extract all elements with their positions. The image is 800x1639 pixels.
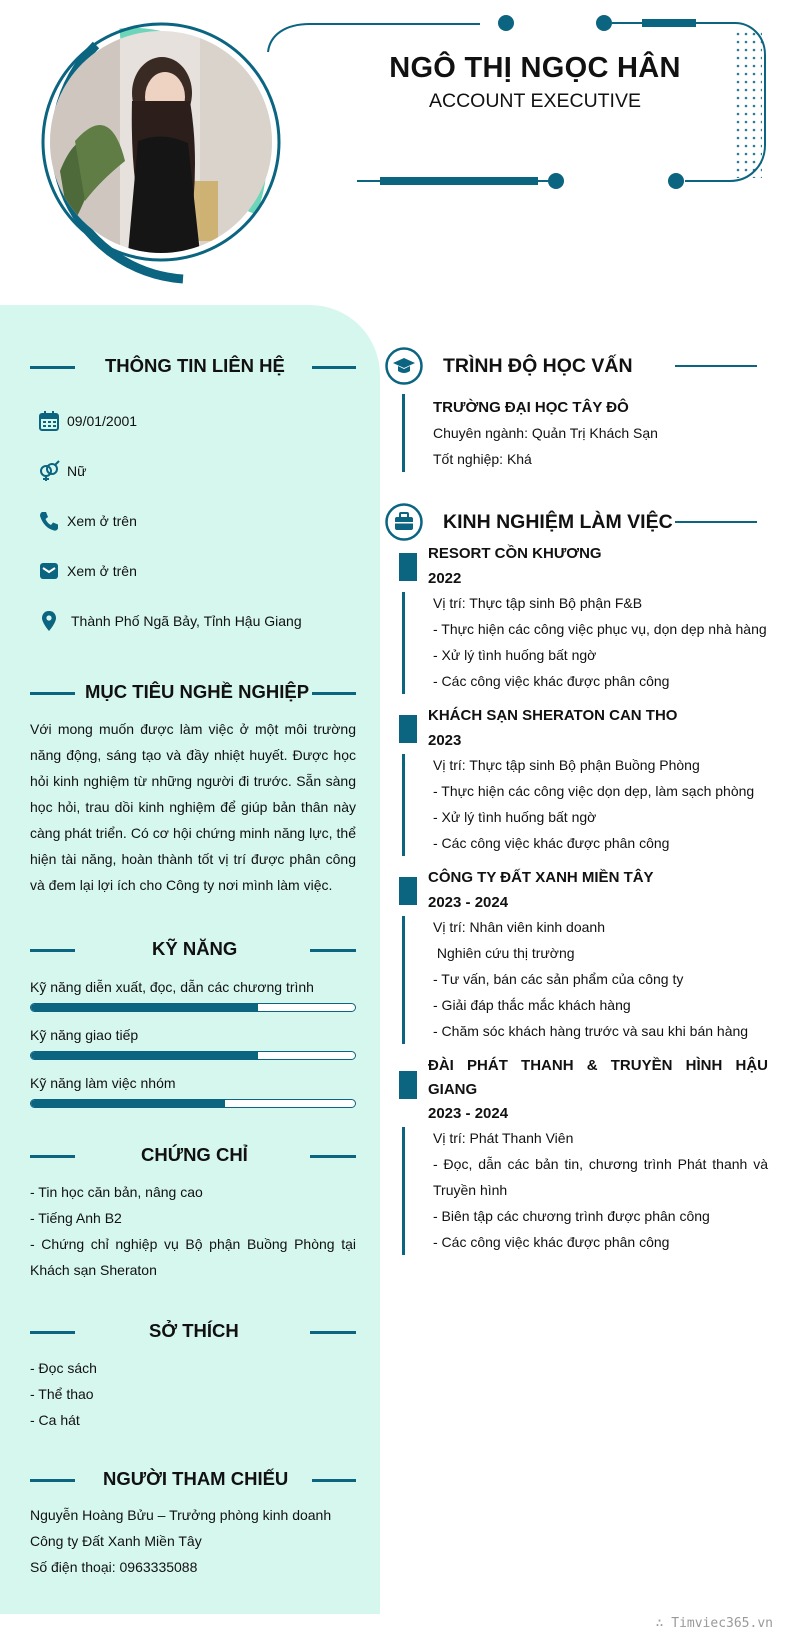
experience-section-title: KINH NGHIỆM LÀM VIỆC xyxy=(443,511,673,533)
hobby-item: - Ca hát xyxy=(30,1412,80,1428)
skill-label: Kỹ năng diễn xuất, đọc, dẫn các chương trình xyxy=(30,979,314,995)
job-detail: Vị trí: Phát Thanh Viên xyxy=(433,1130,574,1146)
gender-icon xyxy=(38,460,60,482)
email-text: Xem ở trên xyxy=(67,563,137,579)
job-detail: - Các công việc khác được phân công xyxy=(433,1234,670,1250)
job-detail: - Xử lý tình huống bất ngờ xyxy=(433,809,597,825)
contact-section-title: THÔNG TIN LIÊN HỆ xyxy=(105,355,285,376)
section-rule xyxy=(312,1479,356,1482)
job-detail: - Thực hiện các công việc dọn dẹp, làm sạch phòng xyxy=(433,783,755,799)
certificates-section-title: CHỨNG CHỈ xyxy=(141,1144,248,1165)
job-detail: Nghiên cứu thị trường xyxy=(433,945,575,961)
hobby-item: - Thể thao xyxy=(30,1386,94,1402)
job-detail: - Biên tập các chương trình được phân công xyxy=(433,1208,710,1224)
job-marker xyxy=(399,1071,417,1099)
section-rule xyxy=(30,949,75,952)
skill-bar-fill xyxy=(31,1100,225,1107)
certificate-item: - Tiếng Anh B2 xyxy=(30,1210,122,1226)
section-rule xyxy=(30,1479,75,1482)
candidate-name: NGÔ THỊ NGỌC HÂN xyxy=(389,52,681,84)
job-detail: - Tư vấn, bán các sản phẩm của công ty xyxy=(433,971,684,987)
address-text: Thành Phố Ngã Bảy, Tỉnh Hậu Giang xyxy=(71,613,302,629)
section-rule xyxy=(30,1331,75,1334)
section-rule xyxy=(675,521,757,523)
job-detail: - Xử lý tình huống bất ngờ xyxy=(433,647,597,663)
phone-icon xyxy=(38,510,60,532)
section-rule xyxy=(30,366,75,369)
job-detail: - Chăm sóc khách hàng trước và sau khi bán hàng xyxy=(433,1023,749,1039)
phone-text: Xem ở trên xyxy=(67,513,137,529)
certificate-item: - Tin học căn bản, nâng cao xyxy=(30,1184,203,1200)
profile-photo xyxy=(50,31,272,253)
graduation-cap-icon xyxy=(385,347,423,385)
timeline-line xyxy=(402,1127,405,1255)
job-marker xyxy=(399,715,417,743)
job-marker xyxy=(399,877,417,905)
job-company: KHÁCH SẠN SHERATON CAN THO xyxy=(428,707,678,724)
job-detail: - Thực hiện các công việc phục vụ, dọn dẹp nhà hàng xyxy=(433,621,767,637)
skill-bar xyxy=(30,1051,356,1060)
education-line: Tốt nghiệp: Khá xyxy=(433,451,532,467)
section-rule xyxy=(312,366,356,369)
skill-label: Kỹ năng làm việc nhóm xyxy=(30,1075,176,1091)
skill-bar xyxy=(30,1003,356,1012)
section-rule xyxy=(30,1155,75,1158)
reference-line: Nguyễn Hoàng Bửu – Trưởng phòng kinh doanh xyxy=(30,1507,332,1523)
hobby-item: - Đọc sách xyxy=(30,1360,97,1376)
job-detail: - Các công việc khác được phân công xyxy=(433,835,670,851)
job-company: ĐÀI PHÁT THANH & TRUYỀN HÌNH HẬU GIANG xyxy=(428,1057,768,1098)
job-detail: Vị trí: Thực tập sinh Bộ phận Buồng Phòng xyxy=(433,757,700,773)
job-year: 2023 xyxy=(428,732,462,749)
candidate-job-title: ACCOUNT EXECUTIVE xyxy=(428,90,641,112)
reference-line: Số điện thoại: 0963335088 xyxy=(30,1559,198,1575)
section-rule xyxy=(30,692,75,695)
timeline-line xyxy=(402,916,405,1044)
job-year: 2022 xyxy=(428,570,462,587)
education-line: Chuyên ngành: Quản Trị Khách Sạn xyxy=(433,425,658,441)
watermark-text: ∴ Timviec365.vn xyxy=(655,1616,773,1631)
job-detail: - Giải đáp thắc mắc khách hàng xyxy=(433,997,631,1013)
job-year: 2023 - 2024 xyxy=(428,894,509,911)
objective-text: Với mong muốn được làm việc ở một môi trường năng động, sáng tạo và đầy nhiệt huyết. Được học hỏi kinh nghiệm từ những người đi trước. Sẵn sàng học hỏi, trau dồi kinh nghiệm để giúp bản thân này càng phát triển. Có cơ hội chứng minh năng lực, thể hiện tài năng, hoàn thành tốt vị trí được phân công và đem lại lợi ích cho Công ty nơi mình làm việc. xyxy=(30,721,356,893)
section-rule xyxy=(310,949,356,952)
job-detail: - Các công việc khác được phân công xyxy=(433,673,670,689)
job-year: 2023 - 2024 xyxy=(428,1105,509,1122)
skill-bar-fill xyxy=(31,1052,258,1059)
job-marker xyxy=(399,553,417,581)
timeline-line xyxy=(402,592,405,694)
skill-bar-fill xyxy=(31,1004,258,1011)
timeline-line xyxy=(402,754,405,856)
job-company: CÔNG TY ĐẤT XANH MIỀN TÂY xyxy=(428,869,654,886)
calendar-icon xyxy=(38,410,60,432)
gender-text: Nữ xyxy=(67,463,87,479)
job-company: RESORT CỒN KHƯƠNG xyxy=(428,545,602,562)
job-detail: - Đọc, dẫn các bản tin, chương trình Phát thanh và Truyền hình xyxy=(433,1156,768,1198)
section-rule xyxy=(312,692,356,695)
school-name: TRƯỜNG ĐẠI HỌC TÂY ĐÔ xyxy=(433,399,629,416)
skills-section-title: KỸ NĂNG xyxy=(152,938,238,959)
briefcase-icon xyxy=(385,503,423,541)
section-rule xyxy=(675,365,757,367)
location-pin-icon xyxy=(38,610,60,632)
birthdate-text: 09/01/2001 xyxy=(67,413,138,429)
section-rule xyxy=(310,1331,356,1334)
avatar xyxy=(50,31,272,253)
mail-icon xyxy=(38,560,60,582)
certificate-item: - Chứng chỉ nghiệp vụ Bộ phận Buồng Phòng tại Khách sạn Sheraton xyxy=(30,1236,356,1278)
objective-section-title: MỤC TIÊU NGHỀ NGHIỆP xyxy=(85,681,310,702)
job-detail: Vị trí: Thực tập sinh Bộ phận F&B xyxy=(433,595,643,611)
timeline-line xyxy=(402,394,405,472)
job-detail: Vị trí: Nhân viên kinh doanh xyxy=(433,919,605,935)
education-section-title: TRÌNH ĐỘ HỌC VẤN xyxy=(443,355,633,377)
hobbies-section-title: SỞ THÍCH xyxy=(149,1320,239,1341)
reference-line: Công ty Đất Xanh Miền Tây xyxy=(30,1533,202,1549)
references-section-title: NGƯỜI THAM CHIẾU xyxy=(103,1468,289,1489)
section-rule xyxy=(310,1155,356,1158)
skill-label: Kỹ năng giao tiếp xyxy=(30,1027,139,1043)
skill-bar xyxy=(30,1099,356,1108)
